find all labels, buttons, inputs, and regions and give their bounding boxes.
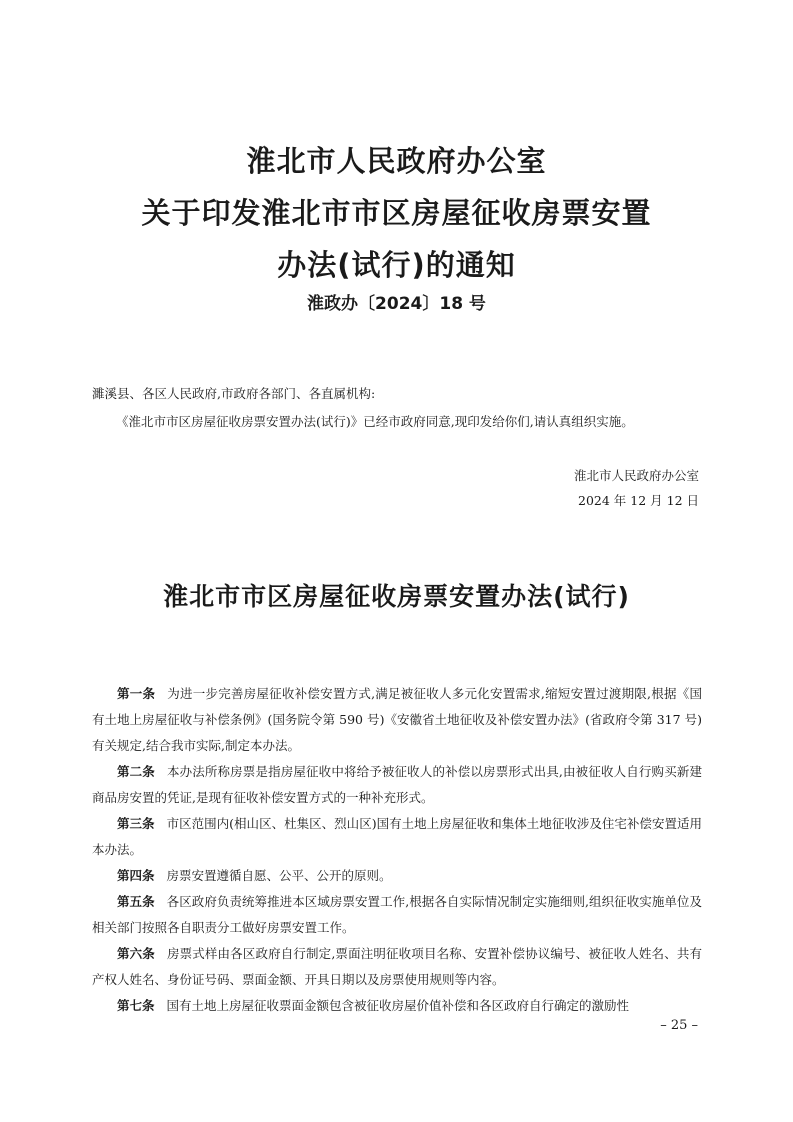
article-number: 第五条 (117, 894, 155, 909)
article-number: 第二条 (117, 764, 155, 779)
article-text: 为进一步完善房屋征收补偿安置方式,满足被征收人多元化安置需求,缩短安置过渡期限,根据《国有土地上房屋征收与补偿条例》(国务院令第 590 号)《安徽省土地征收及补偿安置办法》(省政府令第 317 号)有关规定,结合我市实际,制定本办法。 (92, 686, 702, 753)
addressee: 濉溪县、各区人民政府,市政府各部门、各直属机构: (92, 386, 376, 401)
notice-body: 《淮北市市区房屋征收房票安置办法(试行)》已经市政府同意,现印发给你们,请认真组织实施。 (116, 414, 634, 429)
article-text: 房票式样由各区政府自行制定,票面注明征收项目名称、安置补偿协议编号、被征收人姓名、共有产权人姓名、身份证号码、票面金额、开具日期以及房票使用规则等内容。 (92, 946, 702, 987)
article (92, 759, 702, 811)
article (92, 889, 702, 941)
article-text: 房票安置遵循自愿、公平、公开的原则。 (166, 868, 392, 883)
article-list (92, 681, 702, 1019)
article-text: 各区政府负责统筹推进本区域房票安置工作,根据各自实际情况制定实施细则,组织征收实施单位及相关部门按照各自职责分工做好房票安置工作。 (92, 894, 702, 935)
notice-title-line3: 办法(试行)的通知 (277, 248, 516, 282)
article-text: 国有土地上房屋征收票面金额包含被征收房屋价值补偿和各区政府自行确定的激励性 (166, 998, 630, 1013)
document-number: 淮政办〔2024〕18 号 (307, 294, 486, 314)
signing-authority: 淮北市人民政府办公室 (573, 468, 699, 483)
article-number: 第七条 (117, 998, 155, 1013)
article-number: 第六条 (117, 946, 155, 961)
article (92, 863, 702, 889)
regulation-title: 淮北市市区房屋征收房票安置办法(试行) (163, 582, 630, 611)
notice-title-line2: 关于印发淮北市市区房屋征收房票安置 (141, 196, 652, 230)
article (92, 811, 702, 863)
article (92, 993, 702, 1019)
notice-title-line1: 淮北市人民政府办公室 (246, 144, 547, 178)
page-number: – 25 – (660, 1018, 698, 1033)
article-number: 第三条 (117, 816, 155, 831)
signing-date: 2024 年 12 月 12 日 (578, 493, 699, 508)
article-text: 市区范围内(相山区、杜集区、烈山区)国有土地上房屋征收和集体土地征收涉及住宅补偿安置适用本办法。 (92, 816, 702, 857)
article (92, 681, 702, 759)
article-number: 第四条 (117, 868, 155, 883)
article (92, 941, 702, 993)
article-number: 第一条 (117, 686, 156, 701)
article-text: 本办法所称房票是指房屋征收中将给予被征收人的补偿以房票形式出具,由被征收人自行购买新建商品房安置的凭证,是现有征收补偿安置方式的一种补充形式。 (92, 764, 702, 805)
